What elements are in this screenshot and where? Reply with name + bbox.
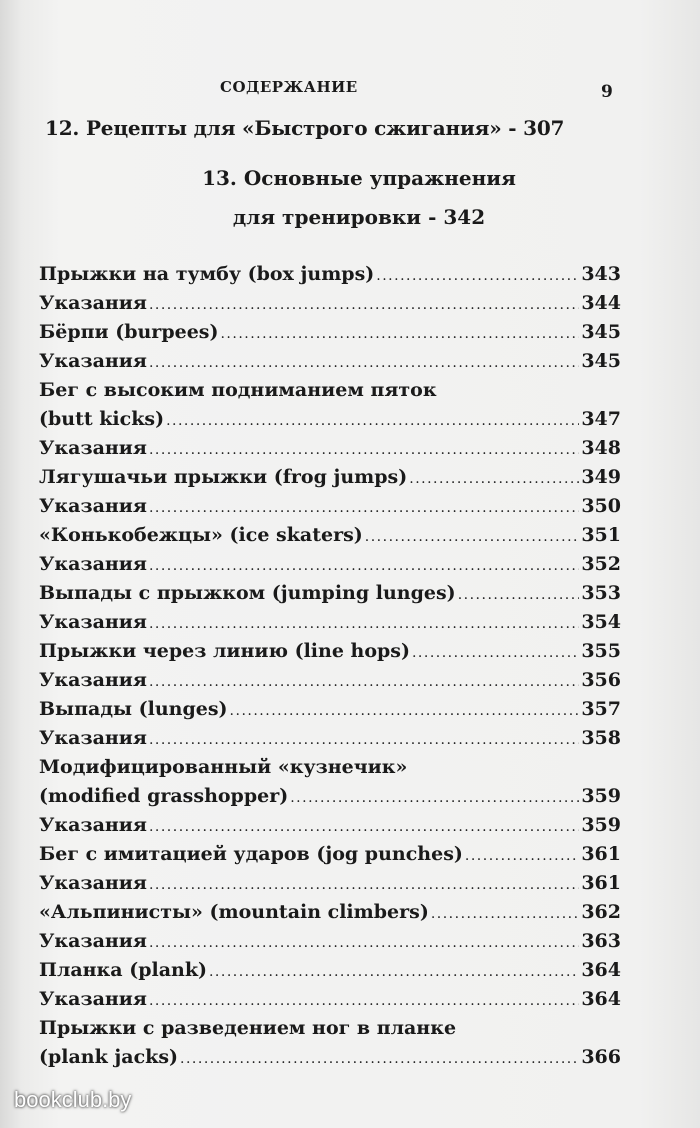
dot-leader (166, 407, 579, 436)
dot-leader (409, 465, 579, 494)
toc-entry (39, 608, 621, 637)
dot-leader (149, 668, 579, 697)
toc-entry (39, 405, 621, 434)
toc-entry-page: 357 (581, 698, 621, 720)
dot-leader (365, 523, 580, 552)
toc-entry-page: 349 (581, 466, 621, 488)
dot-leader (230, 697, 580, 726)
toc-entry-title: Указания (39, 437, 147, 459)
toc-entry (39, 492, 621, 521)
chapter-13-heading-line2: для тренировки - 342 (232, 205, 486, 229)
toc-entry-title: Бег с высоким подниманием пяток (39, 379, 437, 401)
toc-entry (39, 637, 621, 666)
dot-leader (149, 552, 579, 581)
toc-entry-page: 352 (581, 553, 621, 575)
toc-entry-title: (modified grasshopper) (39, 785, 289, 807)
toc-entry-title: Лягушачьи прыжки (frog jumps) (39, 466, 408, 488)
toc-entry (39, 956, 621, 985)
dot-leader (149, 494, 579, 523)
toc-entry-title: «Конькобежцы» (ice skaters) (39, 524, 363, 546)
toc-entry-page: 366 (581, 1046, 621, 1068)
toc-entry (39, 1014, 621, 1043)
toc-entry-title: Выпады с прыжком (jumping lunges) (39, 582, 456, 604)
toc-entry (39, 260, 621, 289)
toc-entry-title: Прыжки с разведением ног в планке (39, 1017, 457, 1039)
toc-entry-page: 350 (581, 495, 621, 517)
toc-entry-page: 362 (581, 901, 621, 923)
toc-entry-title: Указания (39, 872, 147, 894)
toc-entry-page: 344 (581, 292, 621, 314)
toc-entry (39, 695, 621, 724)
toc-entry-title: Указания (39, 611, 147, 633)
toc-entry (39, 1043, 621, 1072)
dot-leader (180, 1045, 579, 1074)
toc-entry-title: Указания (39, 495, 147, 517)
toc-entry (39, 550, 621, 579)
toc-entry (39, 521, 621, 550)
dot-leader (149, 871, 579, 900)
toc-entry-page: 345 (581, 350, 621, 372)
toc-entry-title: Указания (39, 292, 147, 314)
dot-leader (431, 900, 580, 929)
toc-entry-title: Указания (39, 350, 147, 372)
toc-entry-title: Модифицированный «кузнечик» (39, 756, 408, 778)
toc-entry-title: «Альпинисты» (mountain climbers) (39, 901, 429, 923)
toc-entry-page: 358 (581, 727, 621, 749)
toc-entry-page: 363 (581, 930, 621, 952)
watermark: bookclub.by (14, 1087, 132, 1112)
toc-entry (39, 782, 621, 811)
toc-entry-page: 364 (581, 988, 621, 1010)
toc-entry-page: 348 (581, 437, 621, 459)
toc-entry (39, 898, 621, 927)
chapter-12-heading: 12. Рецепты для «Быстрого сжигания» - 307 (45, 116, 565, 140)
toc-entry-title: (plank jacks) (39, 1046, 179, 1068)
toc-entry (39, 811, 621, 840)
page-number: 9 (601, 82, 613, 102)
toc-entry (39, 869, 621, 898)
running-head-title: СОДЕРЖАНИЕ (220, 78, 358, 96)
toc-entry-title: Бёрпи (burpees) (39, 321, 219, 343)
dot-leader (465, 842, 579, 871)
dot-leader (220, 320, 579, 349)
dot-leader (149, 813, 579, 842)
toc-entry-page: 364 (581, 959, 621, 981)
dot-leader (290, 784, 579, 813)
toc-entry-title: Указания (39, 553, 147, 575)
toc-entry (39, 289, 621, 318)
toc-entry-page: 354 (581, 611, 621, 633)
toc-entry-title: Прыжки через линию (line hops) (39, 640, 410, 662)
toc-entry-page: 343 (581, 263, 621, 285)
toc-entry (39, 753, 621, 782)
dot-leader (149, 726, 579, 755)
toc-entry-page: 359 (581, 785, 621, 807)
toc-entry-title: Указания (39, 814, 147, 836)
toc-entry (39, 666, 621, 695)
dot-leader (149, 610, 579, 639)
dot-leader (458, 581, 580, 610)
toc-entry-title: Указания (39, 669, 147, 691)
toc-entry (39, 318, 621, 347)
toc-entry-title: Прыжки на тумбу (box jumps) (39, 263, 375, 285)
toc-entry-title: Указания (39, 727, 147, 749)
toc-entry (39, 985, 621, 1014)
dot-leader (412, 639, 579, 668)
toc-entry-page: 353 (581, 582, 621, 604)
toc-entry-title: (butt kicks) (39, 408, 165, 430)
dot-leader (149, 436, 579, 465)
toc-entry (39, 376, 621, 405)
toc-entry-page: 351 (581, 524, 621, 546)
chapter-13-heading-line1: 13. Основные упражнения (202, 166, 516, 190)
toc-entry-page: 347 (581, 408, 621, 430)
toc-entry-page: 345 (581, 321, 621, 343)
toc-entry (39, 927, 621, 956)
dot-leader (149, 987, 579, 1016)
toc-entry (39, 347, 621, 376)
toc-entry-page: 361 (581, 843, 621, 865)
toc-list (39, 260, 621, 1072)
running-head (0, 78, 700, 102)
toc-entry (39, 724, 621, 753)
toc-entry (39, 434, 621, 463)
toc-entry-title: Бег с имитацией ударов (jog punches) (39, 843, 463, 865)
dot-leader (149, 349, 579, 378)
toc-entry-page: 361 (581, 872, 621, 894)
toc-entry-title: Указания (39, 988, 147, 1010)
dot-leader (149, 291, 579, 320)
toc-entry-page: 359 (581, 814, 621, 836)
toc-entry-title: Указания (39, 930, 147, 952)
toc-entry-page: 355 (581, 640, 621, 662)
dot-leader (149, 929, 579, 958)
toc-entry-page: 356 (581, 669, 621, 691)
dot-leader (376, 262, 579, 291)
dot-leader (209, 958, 579, 987)
toc-entry-title: Планка (plank) (39, 959, 207, 981)
toc-entry (39, 579, 621, 608)
toc-entry-title: Выпады (lunges) (39, 698, 228, 720)
toc-entry (39, 840, 621, 869)
toc-entry (39, 463, 621, 492)
